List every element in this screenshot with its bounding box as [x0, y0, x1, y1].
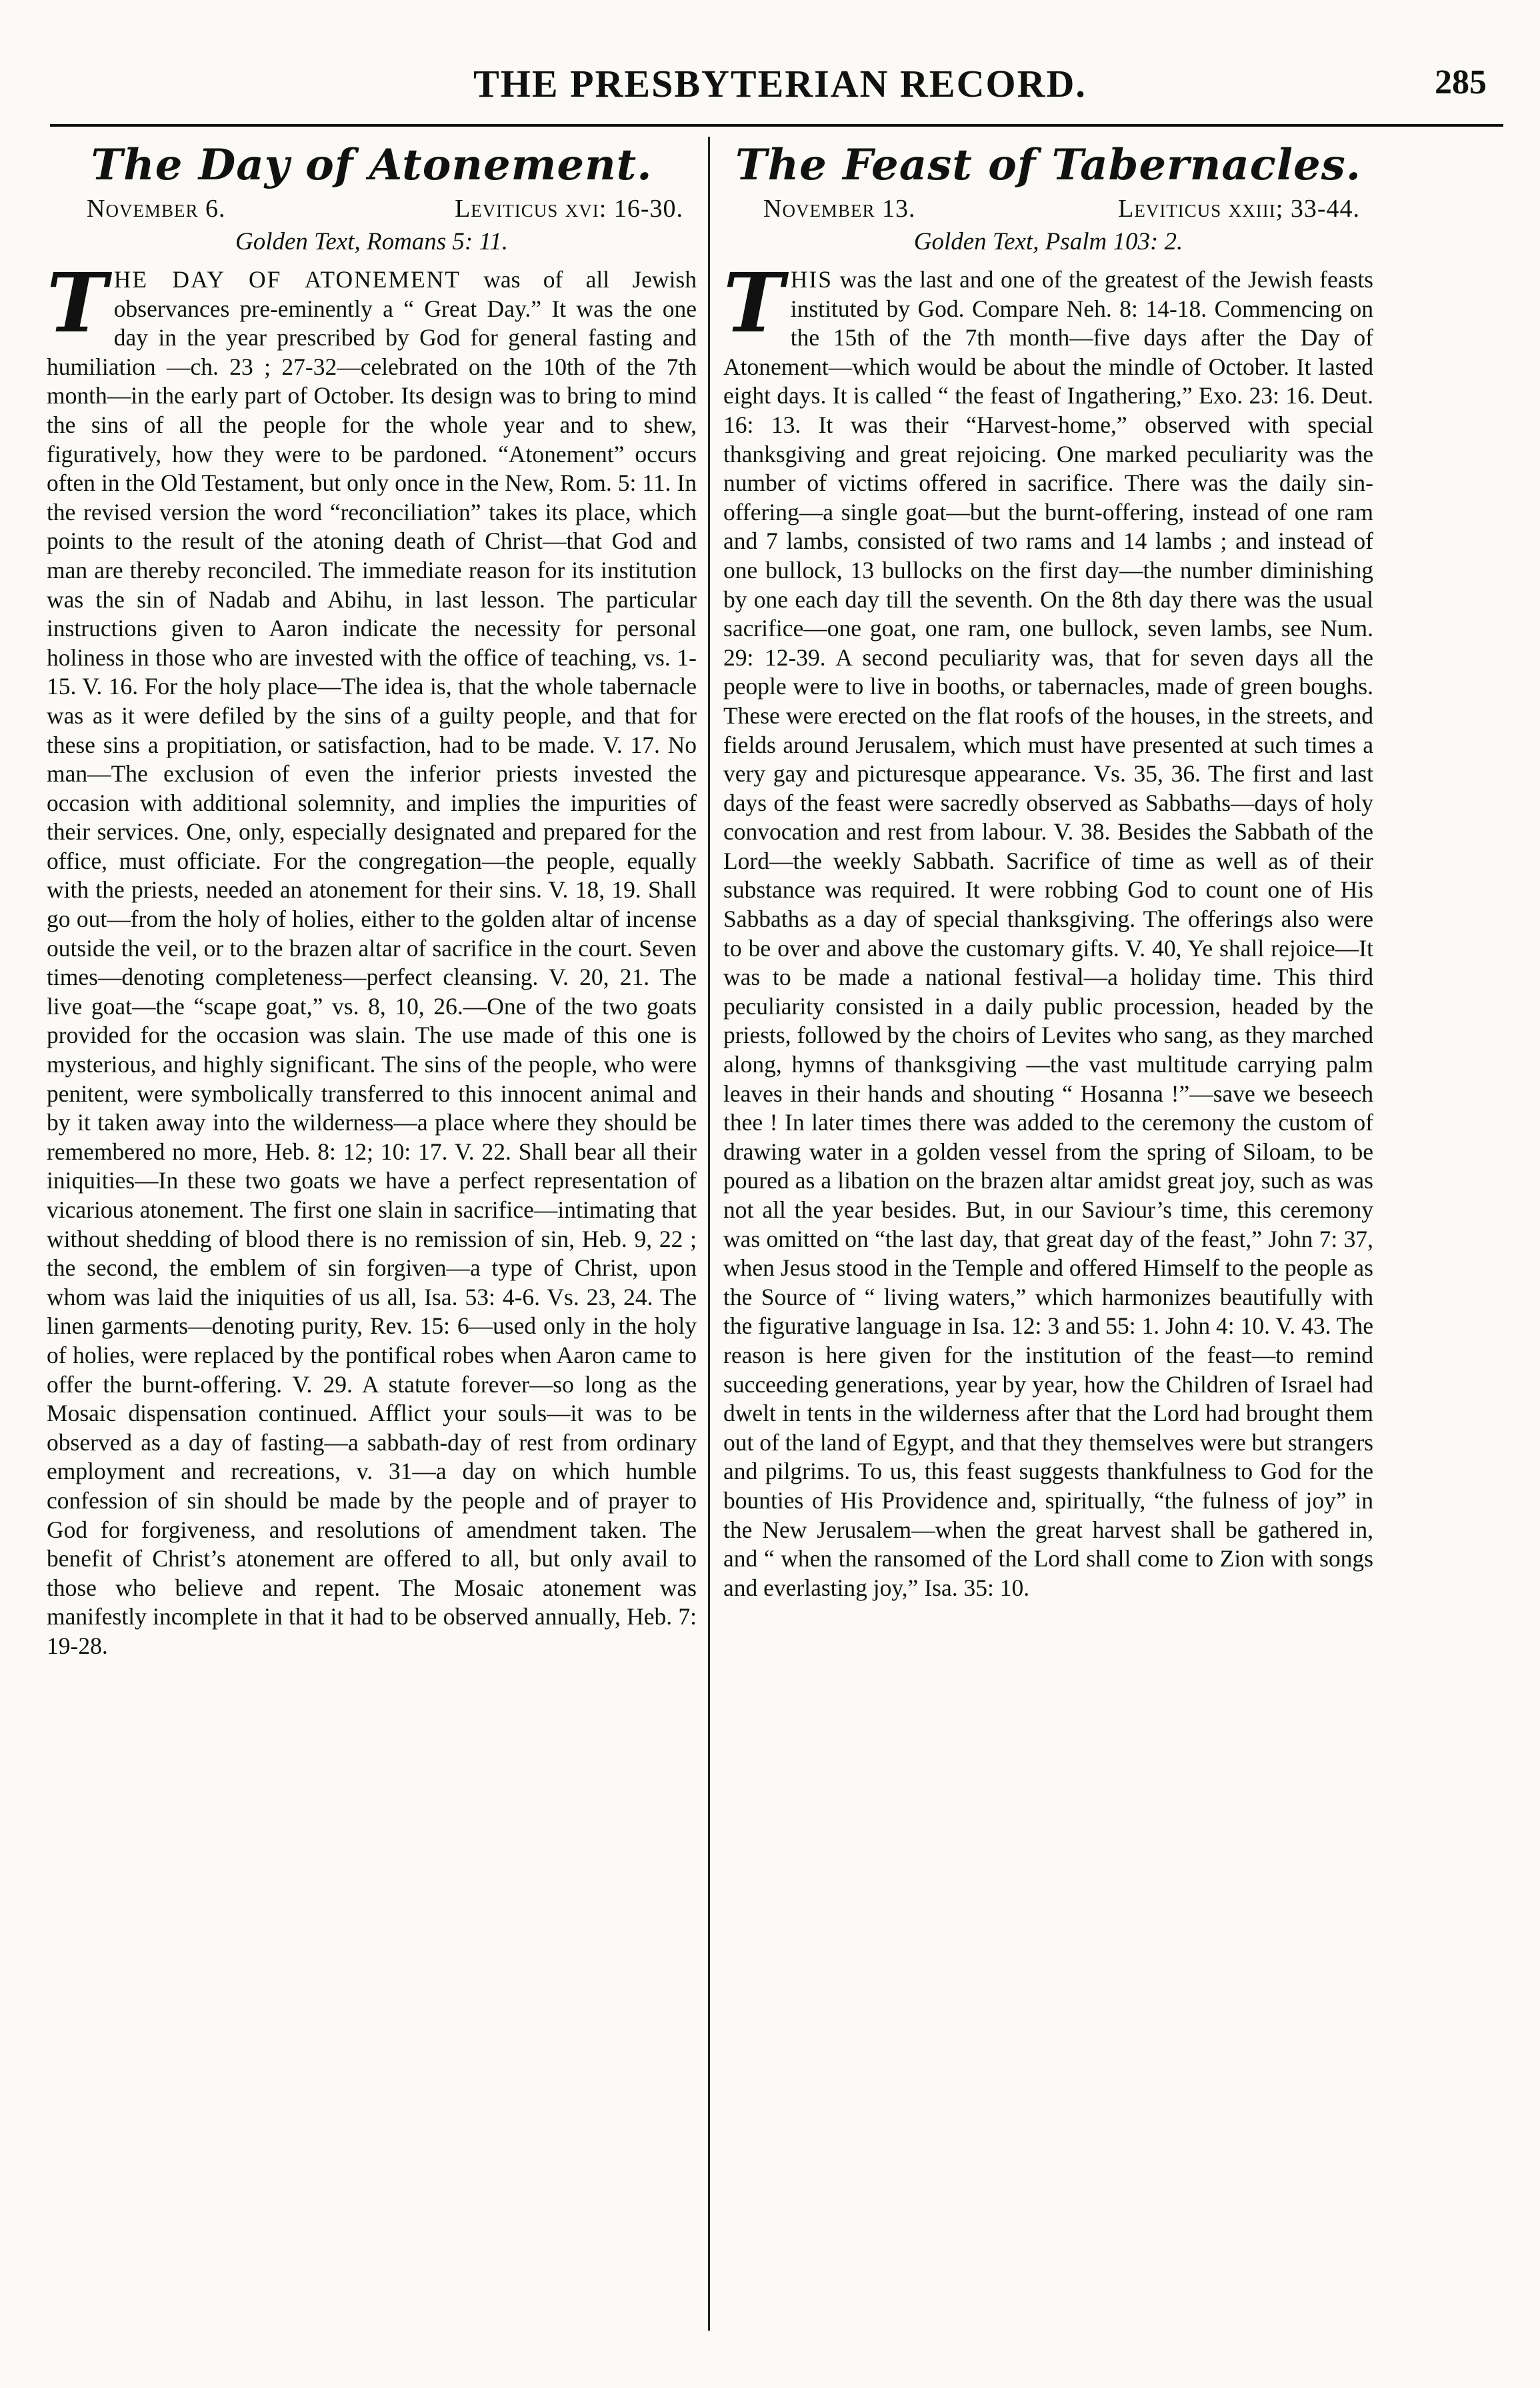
lesson-date: November 6. [87, 195, 226, 223]
lesson-scripture: Leviticus xxiii; 33-44. [1118, 195, 1360, 223]
golden-text: Golden Text, Romans 5: 11. [235, 228, 509, 255]
article-title: The Feast of Tabernacles. [735, 140, 1362, 190]
page-number: 285 [1435, 63, 1487, 101]
page-header [60, 61, 1500, 115]
opening-words: HE DAY OF ATONEMENT [113, 266, 461, 293]
running-title: THE PRESBYTERIAN RECORD. [473, 62, 1087, 105]
article-feast-of-tabernacles [723, 140, 1373, 1602]
lesson-reference [87, 194, 683, 223]
body-text: was the last and one of the greatest of the Jewish feasts instituted by God. Compare Neh. 8: 14-18. Commencing on the 15th of the 7th month—five days after the Day of Atonement—which would be about the mindle of October. It lasted eight days. It is called “ the feast of Ingathering,” Exo. 23: 16. Deut. 16: 13. It was their “Harvest-home,” observed with special thanksgiving and great rejoicing. One marked peculiarity was the number of victims offered in sacrifice. There was the daily sin-offering—a single goat—but the burnt-offering, instead of one ram and 7 lambs, consisted of two rams and 14 lambs ; and instead of one bullock, 13 bullocks on the first day—the number diminishing by one each day till the seventh. On the 8th day there was the usual sacrifice—one goat, one ram, one bullock, seven lambs, see Num. 29: 12-39. A second peculiarity was, that for seven days all the people were to live in booths, or tabernacles, made of green boughs. These were erected on the flat roofs of the houses, in the streets, and fields around Jerusalem, which must have presented at such times a very gay and picturesque appearance. Vs. 35, 36. The first and last days of the feast were sacredly observed as Sabbaths—days of holy convocation and rest from labour. V. 38. Besides the Sabbath of the Lord—the weekly Sabbath. Sacrifice of time as well as of their substance was required. It were robbing God to count one of His Sabbaths as a day of special thanksgiving. The offerings also were to be over and above the customary gifts. V. 40, Ye shall rejoice—It was to be made a national festival—a holiday time. This third peculiarity consisted in a daily public procession, headed by the priests, followed by the choirs of Levites who sang, as they marched along, hymns of thanksgiving —the vast multitude carrying palm leaves in their hands and shouting “ Hosanna !”—save we beseech thee ! In later times there was added to the ceremony the custom of drawing water in a golden vessel from the spring of Siloam, to be poured as a libation on the brazen altar amidst great joy, such as was not all the year besides. But, in our Saviour’s time, this ceremony was omitted on “the last day, that great day of the feast,” John 7: 37, when Jesus stood in the Temple and offered Himself to the people as the Source of “ living waters,” which harmonizes beautifully with the figurative language in Isa. 12: 3 and 55: 1. John 4: 10. V. 43. The reason is here given for the institution of the feast—to remind succeeding generations, year by year, how the Children of Israel had dwelt in tents in the wilderness after that the Lord had brought them out of the land of Egypt, and that they themselves were but strangers and pilgrims. To us, this feast suggests thankfulness to God for the bounties of His Providence and, spiritually, “the fulness of joy” in the New Jerusalem—when the great harvest shall be gathered in, and “ when the ransomed of the Lord shall come to Zion with songs and everlasting joy,” Isa. 35: 10. [723, 266, 1374, 1601]
lesson-scripture: Leviticus xvi: 16-30. [455, 195, 683, 223]
drop-cap: T [723, 255, 784, 351]
header-rule [50, 124, 1503, 127]
drop-cap: T [47, 255, 107, 351]
article-title: The Day of Atonement. [91, 140, 653, 190]
article-body [723, 255, 1374, 1602]
lesson-date: November 13. [763, 195, 916, 223]
opening-words: HIS [790, 266, 833, 293]
column-divider [708, 137, 710, 2331]
body-text: was of all Jewish observances pre-eminently a “ Great Day.” It was the one day in the year prescribed by God for general fasting and humiliation —ch. 23 ; 27-32—celebrated on the 10th of the 7th month—in the early part of October. Its design was to bring to mind the sins of all the people for the whole year and to shew, figuratively, how they were to be pardoned. “Atonement” occurs often in the Old Testament, but only once in the New, Rom. 5: 11. In the revised version the word “reconciliation” takes its place, which points to the result of the atoning death of Christ—that God and man are thereby reconciled. The immediate reason for its institution was the sin of Nadab and Abihu, in last lesson. The particular instructions given to Aaron indicate the necessity for personal holiness in those who are invested with the office of teaching, vs. 1-15. V. 16. For the holy place—The idea is, that the whole tabernacle was as it were defiled by the sins of a guilty people, and that for these sins a propitiation, or satisfaction, had to be made. V. 17. No man—The exclusion of even the inferior priests invested the occasion with additional solemnity, and implies the impurities of their services. One, only, especially designated and prepared for the office, must officiate. For the congregation—the people, equally with the priests, needed an atonement for their sins. V. 18, 19. Shall go out—from the holy of holies, either to the golden altar of incense outside the veil, or to the brazen altar of sacrifice in the court. Seven times—denoting completeness—perfect cleansing. V. 20, 21. The live goat—the “scape goat,” vs. 8, 10, 26.—One of the two goats provided for the occasion was slain. The use made of this one is mysterious, and highly significant. The sins of the people, who were penitent, were symbolically transferred to this innocent animal and by it taken away into the wilderness—a place where they should be remembered no more, Heb. 8: 12; 10: 17. V. 22. Shall bear all their iniquities—In these two goats we have a perfect representation of vicarious atonement. The first one slain in sacrifice—intimating that without shedding of blood there is no remission of sin, Heb. 9, 22 ; the second, the emblem of sin forgiven—a type of Christ, upon whom was laid the iniquities of us all, Isa. 53: 4-6. Vs. 23, 24. The linen garments—denoting purity, Rev. 15: 6—used only in the holy of holies, were replaced by the pontifical robes when Aaron came to offer the burnt-offering. V. 29. A statute forever—so long as the Mosaic dispensation continued. Afflict your souls—it was to be observed as a day of fasting—a sabbath-day of rest from ordinary employment and recreations, v. 31—a day on which humble confession of sin should be made by the people and of prayer to God for forgiveness, and resolutions of amendment taken. The benefit of Christ’s atonement are offered to all, but only avail to those who believe and repent. The Mosaic atonement was manifestly incomplete in that it had to be observed annually, Heb. 7: 19-28. [47, 266, 697, 1659]
golden-text: Golden Text, Psalm 103: 2. [913, 228, 1183, 255]
article-body [47, 255, 697, 1661]
lesson-reference [763, 194, 1360, 223]
article-day-of-atonement [47, 140, 697, 1661]
